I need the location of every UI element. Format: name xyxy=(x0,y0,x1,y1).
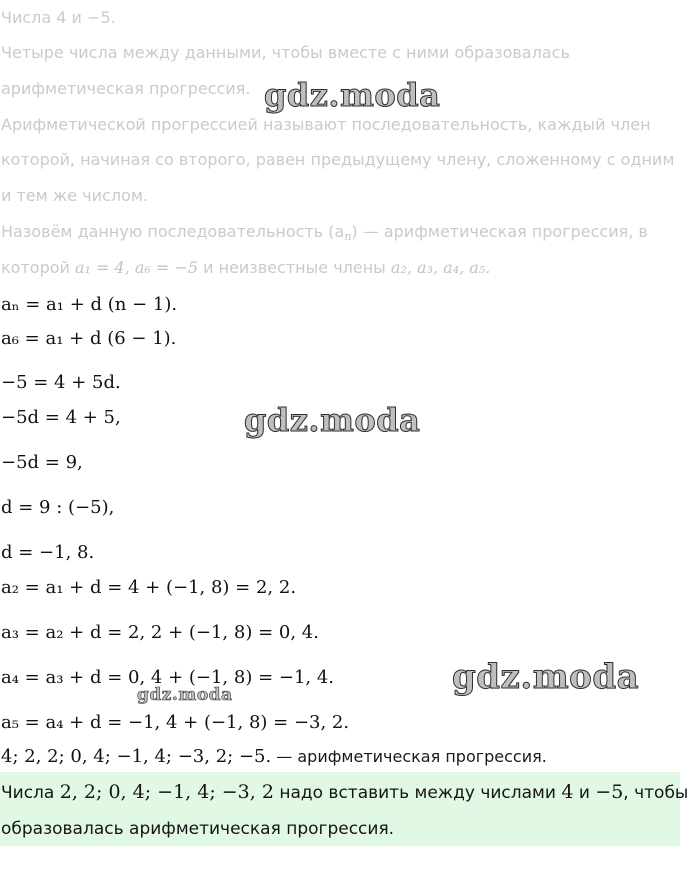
watermark-logo-top xyxy=(264,76,440,114)
equation-step-3 xyxy=(1,450,680,476)
naming-line-1 xyxy=(1,220,680,244)
watermark-logo-middle xyxy=(244,401,420,439)
answer-numbers: 2, 2; 0, 4; −1, 4; −3, 2 xyxy=(59,781,274,803)
definition-text-3: и тем же числом. xyxy=(1,186,148,205)
definition-text-1: Арифметической прогрессией называют последовательность, каждый член xyxy=(1,115,651,134)
definition-text-2: которой, начиная со второго, равен предыдущему члену, сложенному с одним xyxy=(1,150,675,169)
answer-first-number: 4 xyxy=(561,781,574,803)
definition-line-3 xyxy=(1,184,680,208)
term-a3 xyxy=(1,620,680,646)
answer-text-1: Числа xyxy=(1,783,60,803)
naming-text-end: ) — арифметическая прогрессия, в xyxy=(351,222,648,241)
sequence-caption: — арифметическая прогрессия. xyxy=(271,747,547,766)
task-text-2: арифметическая прогрессия. xyxy=(1,79,251,98)
answer-line-1 xyxy=(1,781,688,803)
step-text: −5d = 4 + 5, xyxy=(1,407,121,428)
naming-line2-middle: и неизвестные члены xyxy=(198,258,391,277)
step-text: a₅ = a₄ + d = −1, 4 + (−1, 8) = −3, 2. xyxy=(1,712,350,733)
watermark-text: gdz.moda xyxy=(137,685,233,705)
step-text: −5 = 4 + 5d. xyxy=(1,372,121,393)
watermark-text: gdz.moda xyxy=(264,76,441,114)
naming-line2-start: которой xyxy=(1,258,75,277)
task-line-1 xyxy=(1,41,680,65)
known-terms: a₁ = 4, a₆ = −5 xyxy=(75,258,198,277)
sequence-line xyxy=(1,744,680,770)
step-text: d = −1, 8. xyxy=(1,542,95,563)
equation-step-4 xyxy=(1,495,680,521)
answer-text-4: , чтобы xyxy=(623,783,688,803)
step-text: a₂ = a₁ + d = 4 + (−1, 8) = 2, 2. xyxy=(1,577,297,598)
formula-a6 xyxy=(1,326,680,352)
given-numbers-text: Числа 4 и −5. xyxy=(1,8,116,27)
naming-subscript: n xyxy=(344,230,352,243)
formula-general xyxy=(1,292,680,318)
watermark-logo-small xyxy=(137,685,233,705)
step-text: a₃ = a₂ + d = 2, 2 + (−1, 8) = 0, 4. xyxy=(1,622,319,643)
step-text: aₙ = a₁ + d (n − 1). xyxy=(1,294,178,315)
term-a5 xyxy=(1,710,680,736)
equation-step-1 xyxy=(1,370,680,396)
answer-text-5: образовалась арифметическая прогрессия. xyxy=(1,819,395,839)
unknown-terms: a₂, a₃, a₄, a₅. xyxy=(390,258,491,277)
naming-line-2 xyxy=(1,256,680,280)
step-text: a₄ = a₃ + d = 0, 4 + (−1, 8) = −1, 4. xyxy=(1,667,335,688)
answer-text-2: надо вставить между числами xyxy=(273,783,562,803)
naming-text-start: Назовём данную последовательность (a xyxy=(1,222,345,241)
sequence-values: 4; 2, 2; 0, 4; −1, 4; −3, 2; −5. xyxy=(1,746,272,767)
watermark-logo-right xyxy=(452,657,639,697)
given-numbers xyxy=(1,6,680,30)
answer-text-3: и xyxy=(573,783,596,803)
step-text: a₆ = a₁ + d (6 − 1). xyxy=(1,328,177,349)
answer-box xyxy=(0,772,688,846)
answer-last-number: −5 xyxy=(595,781,624,803)
step-text: d = 9 : (−5), xyxy=(1,497,115,518)
step-text: −5d = 9, xyxy=(1,452,83,473)
definition-line-2 xyxy=(1,148,680,172)
task-text-1: Четыре числа между данными, чтобы вместе с ними образовалась xyxy=(1,43,570,62)
watermark-text: gdz.moda xyxy=(452,657,640,697)
difference-result xyxy=(1,540,680,566)
watermark-text: gdz.moda xyxy=(244,401,421,439)
term-a2 xyxy=(1,575,680,601)
definition-line-1 xyxy=(1,113,680,137)
answer-line-2 xyxy=(1,819,394,839)
